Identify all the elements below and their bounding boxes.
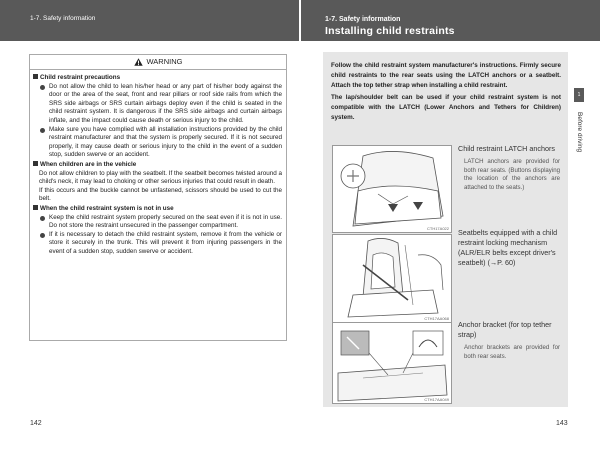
bullet-item: Do not allow the child to lean his/her head or any part of his/her body against the door or the area of the seat, front and rear pillars or roof side rails from which the SRS side airbags or SRS curtain airbags deploy even if the child is seated in the child restraint system. It is dangerous if the SRS side airbags and curtain airbags inflate, and the impact could cause death or serious injury to the child. (33, 83, 282, 126)
figure-code: CTH17A022 (426, 226, 449, 231)
rear-seat-latch-drawing (333, 146, 451, 232)
chapter-label: Before driving (576, 112, 583, 153)
chapter-tab: 1 (574, 88, 584, 102)
left-page-header (0, 0, 299, 41)
child-seat-seatbelt-drawing (333, 235, 451, 322)
caption-anchor-bracket: Anchor bracket (for top tether strap) (458, 320, 552, 339)
section-heading-not-in-use: When the child restraint system is not in use (33, 205, 282, 214)
intro-paragraph: The lap/shoulder belt can be used if your child restraint system is not compatible with the LATCH (Lower Anchors and Tethers for Children) system. (331, 94, 561, 121)
installation-panel (323, 52, 568, 407)
warning-triangle-icon (134, 58, 143, 66)
square-bullet-icon (33, 161, 38, 166)
bullet-item: Make sure you have complied with all installation instructions provided by the child restraint manufacturer and that the system is properly secured. If it is not secured properly, it may cause death or serious injury to the child in the event of a sudden stop, sudden swerve or an accident. (33, 126, 282, 160)
seatbelt-locking-illustration (332, 234, 452, 323)
left-page-number: 142 (30, 420, 42, 427)
section-heading-precautions: Child restraint precautions (33, 74, 282, 83)
latch-anchors-illustration (332, 145, 452, 233)
warning-title: WARNING (146, 57, 183, 66)
description-latch-anchors: LATCH anchors are provided for both rear seats. (Buttons displaying the location of the anchors are attached to the seats.) (464, 158, 560, 191)
warning-box (29, 54, 287, 341)
warning-body (30, 70, 286, 256)
caption-seatbelt-locking: Seatbelts equipped with a child restraint locking mechanism (ALR/ELR belts except driver's seatbelt) (→P. 60) (458, 228, 558, 267)
paragraph: If this occurs and the buckle cannot be unfastened, scissors should be used to cut the belt. (39, 186, 282, 203)
right-header-section: 1-7. Safety information (325, 16, 401, 23)
anchor-bracket-drawing (333, 323, 451, 403)
caption-latch-anchors: Child restraint LATCH anchors (458, 144, 555, 153)
bullet-item: Keep the child restraint system properly secured on the seat even if it is not in use. Do not store the restraint unsecured in the passenger compartment. (33, 214, 282, 231)
right-page-number: 143 (556, 420, 568, 427)
figure-code: CTH17AA068 (424, 316, 449, 321)
description-anchor-bracket: Anchor brackets are provided for both rear seats. (464, 344, 560, 360)
paragraph: Do not allow children to play with the seatbelt. If the seatbelt becomes twisted around a child's neck, it may lead to choking or other serious injuries that could result in death. (39, 169, 282, 186)
section-heading-children: When children are in the vehicle (33, 161, 282, 170)
page-gutter (299, 0, 301, 450)
intro-text (331, 61, 561, 125)
right-page-header (301, 0, 600, 41)
warning-header (30, 55, 286, 70)
anchor-bracket-illustration (332, 322, 452, 404)
square-bullet-icon (33, 74, 38, 79)
intro-paragraph: Follow the child restraint system manufacturer's instructions. Firmly secure child restraints to the rear seats using the LATCH anchors or a seatbelt. Attach the top tether strap when installing a child restraint. (331, 62, 561, 89)
figure-code: CTH17AA049 (424, 397, 449, 402)
page-title: Installing child restraints (325, 25, 455, 37)
bullet-item: If it is necessary to detach the child restraint system, remove it from the vehicle or store it securely in the trunk. This will prevent it from injuring passengers in the event of a sudden stop, sudden swerve or accident. (33, 231, 282, 257)
left-header-section: 1-7. Safety information (30, 15, 96, 22)
square-bullet-icon (33, 205, 38, 210)
